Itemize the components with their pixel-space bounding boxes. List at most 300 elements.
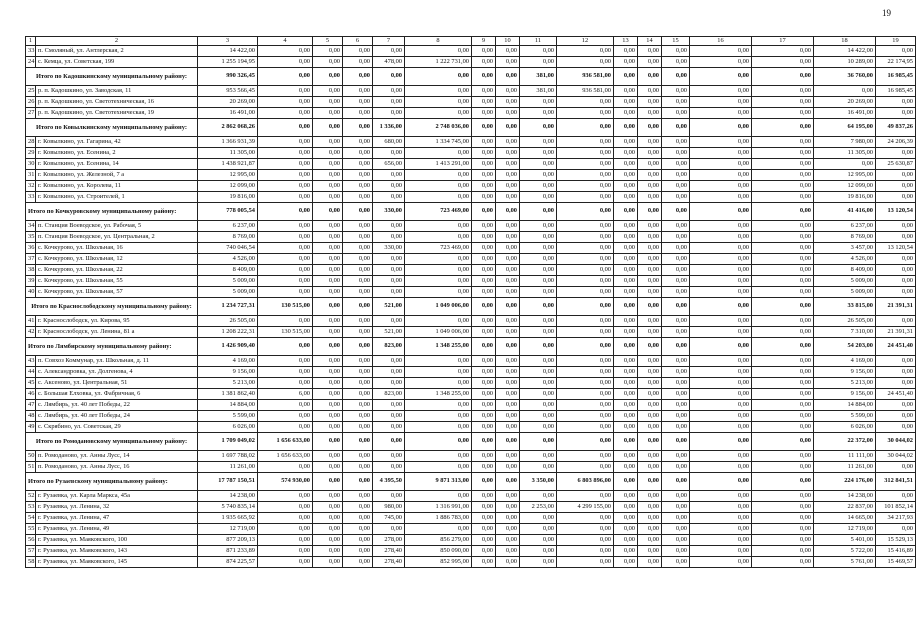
total-value-cell: 17 787 150,51 xyxy=(198,473,258,491)
value-cell: 723 469,00 xyxy=(405,243,472,254)
value-cell: 0,00 xyxy=(752,265,814,276)
value-cell: 0,00 xyxy=(472,378,496,389)
value-cell: 0,00 xyxy=(614,316,638,327)
value-cell: 0,00 xyxy=(876,356,916,367)
value-cell: 0,00 xyxy=(638,367,662,378)
value-cell: 11 261,00 xyxy=(814,462,876,473)
value-cell: 0,00 xyxy=(405,400,472,411)
table-row xyxy=(26,546,916,557)
total-value-cell: 0,00 xyxy=(496,203,520,221)
value-cell: 0,00 xyxy=(752,287,814,298)
total-value-cell: 990 326,45 xyxy=(198,68,258,86)
address-cell: г. Ковылкино, ул. Королева, 11 xyxy=(36,181,198,192)
value-cell: 1 935 665,92 xyxy=(198,513,258,524)
address-cell: с. Скрябино, ул. Советская, 29 xyxy=(36,422,198,433)
value-cell: 0,00 xyxy=(258,546,313,557)
total-value-cell: 0,00 xyxy=(520,119,557,137)
value-cell: 0,00 xyxy=(638,254,662,265)
value-cell: 871 233,89 xyxy=(198,546,258,557)
table-row xyxy=(26,232,916,243)
value-cell: 0,00 xyxy=(405,46,472,57)
value-cell: 0,00 xyxy=(520,170,557,181)
value-cell: 0,00 xyxy=(405,287,472,298)
value-cell: 0,00 xyxy=(258,232,313,243)
column-number-cell: 3 xyxy=(198,37,258,46)
total-value-cell: 1 336,00 xyxy=(373,119,405,137)
table-row xyxy=(26,57,916,68)
value-cell: 0,00 xyxy=(752,46,814,57)
value-cell: 0,00 xyxy=(313,378,343,389)
value-cell: 0,00 xyxy=(405,491,472,502)
value-cell: 0,00 xyxy=(258,97,313,108)
value-cell: 14 422,00 xyxy=(198,46,258,57)
total-value-cell: 0,00 xyxy=(662,298,690,316)
value-cell: 0,00 xyxy=(876,276,916,287)
total-value-cell: 0,00 xyxy=(614,68,638,86)
table-row xyxy=(26,422,916,433)
value-cell: 0,00 xyxy=(614,535,638,546)
value-cell: 330,00 xyxy=(373,243,405,254)
value-cell: 7 310,00 xyxy=(814,327,876,338)
value-cell: 0,00 xyxy=(373,356,405,367)
value-cell: 0,00 xyxy=(662,232,690,243)
total-value-cell: 0,00 xyxy=(690,68,752,86)
total-value-cell: 312 841,51 xyxy=(876,473,916,491)
value-cell: 10 289,00 xyxy=(814,57,876,68)
value-cell: 0,00 xyxy=(373,170,405,181)
value-cell: 0,00 xyxy=(496,108,520,119)
value-cell: 15 529,13 xyxy=(876,535,916,546)
value-cell: 0,00 xyxy=(520,411,557,422)
row-number-cell: 51 xyxy=(26,462,36,473)
value-cell: 0,00 xyxy=(638,422,662,433)
value-cell: 0,00 xyxy=(520,232,557,243)
value-cell: 0,00 xyxy=(752,86,814,97)
value-cell: 0,00 xyxy=(520,192,557,203)
address-cell: с. Лямбирь, ул. 40 лет Победы, 24 xyxy=(36,411,198,422)
value-cell: 26 505,00 xyxy=(198,316,258,327)
total-value-cell: 0,00 xyxy=(373,68,405,86)
value-cell: 0,00 xyxy=(520,221,557,232)
value-cell: 0,00 xyxy=(373,451,405,462)
value-cell: 0,00 xyxy=(638,502,662,513)
value-cell: 0,00 xyxy=(373,86,405,97)
row-number-cell: 58 xyxy=(26,557,36,568)
value-cell: 680,00 xyxy=(373,137,405,148)
value-cell: 0,00 xyxy=(638,287,662,298)
value-cell: 0,00 xyxy=(343,367,373,378)
value-cell: 0,00 xyxy=(472,86,496,97)
value-cell: 0,00 xyxy=(496,546,520,557)
value-cell: 0,00 xyxy=(557,265,614,276)
value-cell: 34 217,93 xyxy=(876,513,916,524)
value-cell: 936 581,00 xyxy=(557,86,614,97)
value-cell: 0,00 xyxy=(343,502,373,513)
value-cell: 0,00 xyxy=(258,148,313,159)
row-number-cell: 49 xyxy=(26,422,36,433)
value-cell: 0,00 xyxy=(472,287,496,298)
column-number-cell: 4 xyxy=(258,37,313,46)
value-cell: 7 980,00 xyxy=(814,137,876,148)
value-cell: 0,00 xyxy=(520,97,557,108)
total-value-cell: 0,00 xyxy=(690,433,752,451)
total-value-cell: 0,00 xyxy=(662,203,690,221)
value-cell: 11 111,00 xyxy=(814,451,876,462)
row-number-cell: 38 xyxy=(26,265,36,276)
value-cell: 0,00 xyxy=(690,356,752,367)
value-cell: 0,00 xyxy=(258,57,313,68)
table-row xyxy=(26,46,916,57)
value-cell: 0,00 xyxy=(690,221,752,232)
value-cell: 25 630,87 xyxy=(876,159,916,170)
row-number-cell: 29 xyxy=(26,148,36,159)
value-cell: 0,00 xyxy=(343,232,373,243)
value-cell: 0,00 xyxy=(752,513,814,524)
row-number-cell: 36 xyxy=(26,243,36,254)
value-cell: 0,00 xyxy=(520,378,557,389)
total-value-cell: 0,00 xyxy=(313,338,343,356)
total-value-cell: 130 515,00 xyxy=(258,298,313,316)
value-cell: 0,00 xyxy=(690,462,752,473)
value-cell: 0,00 xyxy=(614,546,638,557)
row-number-cell: 31 xyxy=(26,170,36,181)
value-cell: 0,00 xyxy=(557,513,614,524)
value-cell: 0,00 xyxy=(638,108,662,119)
value-cell: 22 837,00 xyxy=(814,502,876,513)
value-cell: 0,00 xyxy=(496,159,520,170)
value-cell: 0,00 xyxy=(472,221,496,232)
column-number-cell: 5 xyxy=(313,37,343,46)
value-cell: 5 761,00 xyxy=(814,557,876,568)
value-cell: 0,00 xyxy=(520,535,557,546)
total-value-cell: 0,00 xyxy=(752,68,814,86)
value-cell: 0,00 xyxy=(614,232,638,243)
value-cell: 15 469,57 xyxy=(876,557,916,568)
value-cell: 745,00 xyxy=(373,513,405,524)
value-cell: 0,00 xyxy=(557,400,614,411)
value-cell: 0,00 xyxy=(405,232,472,243)
value-cell: 6 237,00 xyxy=(814,221,876,232)
value-cell: 0,00 xyxy=(405,192,472,203)
value-cell: 0,00 xyxy=(343,389,373,400)
value-cell: 0,00 xyxy=(520,243,557,254)
value-cell: 0,00 xyxy=(405,276,472,287)
value-cell: 0,00 xyxy=(472,327,496,338)
value-cell: 0,00 xyxy=(752,108,814,119)
column-number-cell: 8 xyxy=(405,37,472,46)
row-number-cell: 28 xyxy=(26,137,36,148)
value-cell: 6,00 xyxy=(258,389,313,400)
value-cell: 0,00 xyxy=(258,513,313,524)
value-cell: 0,00 xyxy=(313,159,343,170)
value-cell: 0,00 xyxy=(876,97,916,108)
value-cell: 0,00 xyxy=(752,221,814,232)
value-cell: 0,00 xyxy=(472,97,496,108)
value-cell: 0,00 xyxy=(690,137,752,148)
table-row xyxy=(26,276,916,287)
value-cell: 0,00 xyxy=(876,265,916,276)
value-cell: 0,00 xyxy=(662,97,690,108)
total-value-cell: 0,00 xyxy=(258,203,313,221)
value-cell: 0,00 xyxy=(258,422,313,433)
value-cell: 0,00 xyxy=(373,462,405,473)
value-cell: 0,00 xyxy=(472,232,496,243)
value-cell: 0,00 xyxy=(373,276,405,287)
row-number-cell: 32 xyxy=(26,181,36,192)
value-cell: 0,00 xyxy=(876,108,916,119)
value-cell: 381,00 xyxy=(520,86,557,97)
value-cell: 0,00 xyxy=(557,46,614,57)
row-number-cell: 53 xyxy=(26,502,36,513)
value-cell: 0,00 xyxy=(662,192,690,203)
total-value-cell: 0,00 xyxy=(343,203,373,221)
total-value-cell: 0,00 xyxy=(405,433,472,451)
value-cell: 0,00 xyxy=(373,232,405,243)
address-cell: п. Станция Воеводское, ул. Центральная, 2 xyxy=(36,232,198,243)
value-cell: 0,00 xyxy=(472,389,496,400)
value-cell: 0,00 xyxy=(405,97,472,108)
total-value-cell: 0,00 xyxy=(614,203,638,221)
total-value-cell: 0,00 xyxy=(752,203,814,221)
value-cell: 0,00 xyxy=(876,400,916,411)
value-cell: 0,00 xyxy=(614,137,638,148)
value-cell: 0,00 xyxy=(258,502,313,513)
value-cell: 0,00 xyxy=(557,327,614,338)
value-cell: 0,00 xyxy=(472,411,496,422)
address-cell: г. Ковылкино, ул. Есенина, 14 xyxy=(36,159,198,170)
total-value-cell: 0,00 xyxy=(343,68,373,86)
value-cell: 0,00 xyxy=(557,276,614,287)
column-number-cell: 18 xyxy=(814,37,876,46)
value-cell: 0,00 xyxy=(690,254,752,265)
district-total-label: Итого по Кочкуровскому муниципальному району: xyxy=(26,203,198,221)
value-cell: 1 366 931,39 xyxy=(198,137,258,148)
value-cell: 478,00 xyxy=(373,57,405,68)
value-cell: 0,00 xyxy=(496,57,520,68)
total-value-cell: 0,00 xyxy=(614,473,638,491)
value-cell: 0,00 xyxy=(313,422,343,433)
value-cell: 2 253,00 xyxy=(520,502,557,513)
table-row xyxy=(26,170,916,181)
table-row xyxy=(26,524,916,535)
value-cell: 12 719,00 xyxy=(814,524,876,535)
table-row xyxy=(26,181,916,192)
total-value-cell: 0,00 xyxy=(662,473,690,491)
value-cell: 101 852,14 xyxy=(876,502,916,513)
value-cell: 0,00 xyxy=(313,276,343,287)
value-cell: 0,00 xyxy=(752,411,814,422)
value-cell: 0,00 xyxy=(496,232,520,243)
value-cell: 0,00 xyxy=(496,265,520,276)
total-value-cell: 0,00 xyxy=(472,119,496,137)
address-cell: г. Рузаевка, ул. Ленина, 32 xyxy=(36,502,198,513)
value-cell: 0,00 xyxy=(472,462,496,473)
value-cell: 0,00 xyxy=(313,513,343,524)
value-cell: 0,00 xyxy=(472,491,496,502)
value-cell: 0,00 xyxy=(258,491,313,502)
value-cell: 0,00 xyxy=(258,170,313,181)
value-cell: 877 209,13 xyxy=(198,535,258,546)
column-number-cell: 7 xyxy=(373,37,405,46)
value-cell: 0,00 xyxy=(662,254,690,265)
value-cell: 1 208 222,31 xyxy=(198,327,258,338)
value-cell: 0,00 xyxy=(313,316,343,327)
total-value-cell: 0,00 xyxy=(313,68,343,86)
column-number-cell: 19 xyxy=(876,37,916,46)
value-cell: 0,00 xyxy=(258,265,313,276)
value-cell: 0,00 xyxy=(662,276,690,287)
total-value-cell: 1 348 255,00 xyxy=(405,338,472,356)
program-table xyxy=(25,36,916,568)
value-cell: 0,00 xyxy=(614,327,638,338)
value-cell: 0,00 xyxy=(343,378,373,389)
total-value-cell: 0,00 xyxy=(496,473,520,491)
value-cell: 0,00 xyxy=(520,400,557,411)
table-row xyxy=(26,148,916,159)
value-cell: 0,00 xyxy=(343,170,373,181)
total-value-cell: 2 862 068,26 xyxy=(198,119,258,137)
value-cell: 0,00 xyxy=(258,159,313,170)
value-cell: 0,00 xyxy=(614,97,638,108)
value-cell: 0,00 xyxy=(690,46,752,57)
total-value-cell: 13 120,54 xyxy=(876,203,916,221)
row-number-cell: 54 xyxy=(26,513,36,524)
value-cell: 0,00 xyxy=(496,524,520,535)
value-cell: 0,00 xyxy=(662,367,690,378)
address-cell: с. Кочкурово, ул. Школьная, 22 xyxy=(36,265,198,276)
district-total-row xyxy=(26,203,916,221)
total-value-cell: 0,00 xyxy=(313,119,343,137)
value-cell: 0,00 xyxy=(405,254,472,265)
total-value-cell: 1 656 633,00 xyxy=(258,433,313,451)
value-cell: 0,00 xyxy=(557,356,614,367)
value-cell: 0,00 xyxy=(520,316,557,327)
total-value-cell: 0,00 xyxy=(662,119,690,137)
value-cell: 0,00 xyxy=(496,221,520,232)
value-cell: 5 401,00 xyxy=(814,535,876,546)
value-cell: 0,00 xyxy=(752,557,814,568)
value-cell: 5 213,00 xyxy=(814,378,876,389)
value-cell: 0,00 xyxy=(638,389,662,400)
table-row xyxy=(26,491,916,502)
value-cell: 0,00 xyxy=(690,86,752,97)
value-cell: 0,00 xyxy=(496,148,520,159)
value-cell: 0,00 xyxy=(343,254,373,265)
value-cell: 0,00 xyxy=(638,378,662,389)
address-cell: г. Ковылкино, ул. Есенина, 2 xyxy=(36,148,198,159)
value-cell: 0,00 xyxy=(520,524,557,535)
value-cell: 0,00 xyxy=(814,86,876,97)
row-number-cell: 33 xyxy=(26,192,36,203)
value-cell: 0,00 xyxy=(752,389,814,400)
value-cell: 0,00 xyxy=(614,159,638,170)
value-cell: 0,00 xyxy=(614,451,638,462)
value-cell: 0,00 xyxy=(752,57,814,68)
table-row xyxy=(26,389,916,400)
total-value-cell: 9 871 313,00 xyxy=(405,473,472,491)
value-cell: 0,00 xyxy=(496,535,520,546)
value-cell: 0,00 xyxy=(557,97,614,108)
value-cell: 0,00 xyxy=(690,243,752,254)
total-value-cell: 0,00 xyxy=(752,433,814,451)
value-cell: 0,00 xyxy=(405,378,472,389)
value-cell: 0,00 xyxy=(876,181,916,192)
value-cell: 0,00 xyxy=(557,411,614,422)
value-cell: 0,00 xyxy=(405,148,472,159)
value-cell: 14 238,00 xyxy=(814,491,876,502)
value-cell: 0,00 xyxy=(373,181,405,192)
value-cell: 0,00 xyxy=(472,513,496,524)
value-cell: 11 305,00 xyxy=(814,148,876,159)
value-cell: 12 099,00 xyxy=(814,181,876,192)
value-cell: 0,00 xyxy=(614,356,638,367)
value-cell: 0,00 xyxy=(472,422,496,433)
table-row xyxy=(26,451,916,462)
value-cell: 0,00 xyxy=(472,243,496,254)
table-row xyxy=(26,265,916,276)
value-cell: 0,00 xyxy=(472,356,496,367)
value-cell: 0,00 xyxy=(405,170,472,181)
value-cell: 0,00 xyxy=(752,546,814,557)
address-cell: г. Ковылкино, ул. Железной, 7 а xyxy=(36,170,198,181)
value-cell: 0,00 xyxy=(557,232,614,243)
value-cell: 0,00 xyxy=(614,411,638,422)
value-cell: 0,00 xyxy=(313,451,343,462)
value-cell: 0,00 xyxy=(690,389,752,400)
value-cell: 874 225,57 xyxy=(198,557,258,568)
value-cell: 0,00 xyxy=(638,148,662,159)
value-cell: 0,00 xyxy=(313,170,343,181)
value-cell: 1 316 991,00 xyxy=(405,502,472,513)
value-cell: 0,00 xyxy=(373,316,405,327)
value-cell: 5 599,00 xyxy=(198,411,258,422)
value-cell: 0,00 xyxy=(752,243,814,254)
value-cell: 0,00 xyxy=(662,287,690,298)
value-cell: 5 722,00 xyxy=(814,546,876,557)
total-value-cell: 0,00 xyxy=(690,338,752,356)
value-cell: 521,00 xyxy=(373,327,405,338)
table-row xyxy=(26,108,916,119)
value-cell: 0,00 xyxy=(343,192,373,203)
table-row xyxy=(26,513,916,524)
value-cell: 8 769,00 xyxy=(814,232,876,243)
value-cell: 0,00 xyxy=(258,411,313,422)
value-cell: 0,00 xyxy=(557,367,614,378)
value-cell: 0,00 xyxy=(752,367,814,378)
column-number-cell: 13 xyxy=(614,37,638,46)
value-cell: 0,00 xyxy=(405,411,472,422)
total-value-cell: 0,00 xyxy=(496,119,520,137)
value-cell: 0,00 xyxy=(405,524,472,535)
value-cell: 0,00 xyxy=(258,86,313,97)
value-cell: 0,00 xyxy=(638,159,662,170)
value-cell: 0,00 xyxy=(496,137,520,148)
value-cell: 0,00 xyxy=(614,491,638,502)
value-cell: 0,00 xyxy=(557,535,614,546)
value-cell: 0,00 xyxy=(343,46,373,57)
total-value-cell: 0,00 xyxy=(520,433,557,451)
total-value-cell: 0,00 xyxy=(313,473,343,491)
value-cell: 278,40 xyxy=(373,546,405,557)
total-value-cell: 0,00 xyxy=(472,433,496,451)
value-cell: 0,00 xyxy=(472,451,496,462)
value-cell: 0,00 xyxy=(520,276,557,287)
total-value-cell: 54 203,00 xyxy=(814,338,876,356)
district-total-label: Итого по Лямбирскому муниципальному району: xyxy=(26,338,198,356)
value-cell: 0,00 xyxy=(662,557,690,568)
total-value-cell: 0,00 xyxy=(662,338,690,356)
row-number-cell: 45 xyxy=(26,378,36,389)
